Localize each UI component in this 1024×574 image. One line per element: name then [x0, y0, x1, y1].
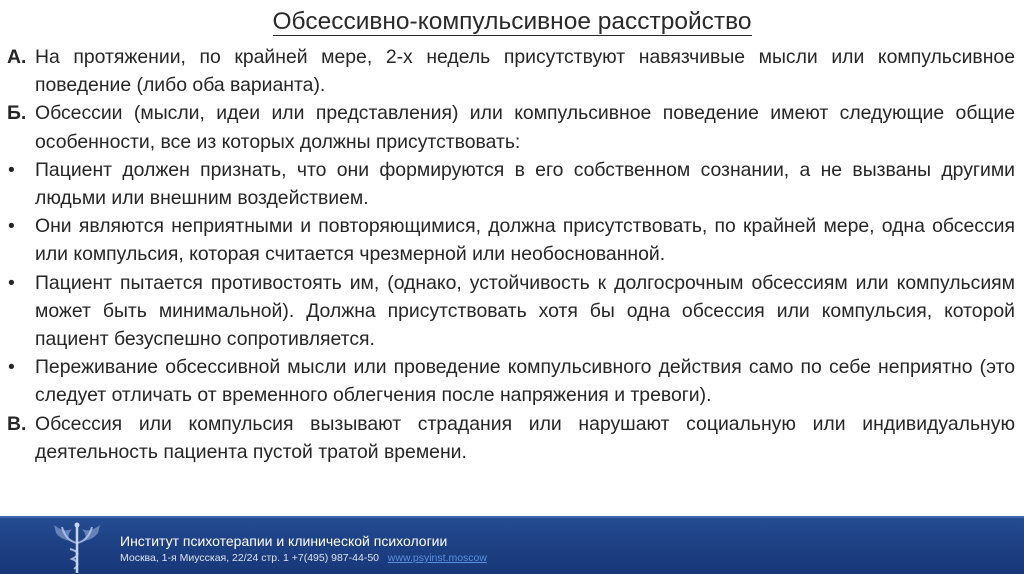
- bullet-text: Пациент должен признать, что они формируются в его собственном сознании, а не вызваны другими людьми или внешним воздействием.: [35, 158, 1015, 210]
- slide-title: [0, 8, 1024, 36]
- slide-title-text: Обсессивно-компульсивное расстройство: [272, 8, 752, 35]
- bullet-text: Переживание обсессивной мысли или проведение компульсивного действия само по себе неприятно (это следует отличать от временного облегчения после напряжения и тревоги).: [35, 356, 1015, 407]
- bullet-text: Они являются неприятными и повторяющимися, должна присутствовать, по крайней мере, одна обсессия или компульсия, которая считается чрезмерной или необоснованной.: [35, 215, 1015, 266]
- criterion-marker: В.: [7, 412, 27, 435]
- bullet-item: [7, 269, 1015, 354]
- criterion-a: [7, 43, 1015, 99]
- criterion-marker: А.: [7, 46, 27, 68]
- slide-content: [7, 43, 1015, 466]
- bullet-item: [7, 353, 1015, 409]
- bullet-text: Пациент пытается противостоять им, (однако, устойчивость к долгосрочным обсессиям или компульсиям может быть минимальной). Должна присутствовать хотя бы одна обсессия или компульсия, которой пациент безуспешно сопротивляется.: [35, 271, 1015, 351]
- criterion-c: [7, 410, 1015, 466]
- bullet-marker: •: [8, 158, 15, 181]
- institute-address: Москва, 1-я Миусская, 22/24 стр. 1 +7(495) 987-44-50: [120, 552, 380, 564]
- bullet-item: [7, 212, 1015, 268]
- criterion-text: Обсессия или компульсия вызывают страдания или нарушают социальную или индивидуальную деятельность пациента пустой тратой времени.: [35, 412, 1015, 463]
- bullet-marker: •: [8, 271, 15, 294]
- footer-bar: [0, 516, 1024, 574]
- bullet-item: [7, 156, 1015, 212]
- criterion-marker: Б.: [7, 102, 27, 125]
- bullet-marker: •: [8, 356, 15, 379]
- criterion-text: На протяжении, по крайней мере, 2-х недель присутствуют навязчивые мысли или компульсивное поведение (либо оба варианта).: [35, 46, 1015, 97]
- institute-contacts: [120, 552, 487, 564]
- institute-name: Институт психотерапии и клинической психологии: [120, 533, 448, 549]
- bullet-marker: •: [8, 215, 15, 238]
- criterion-b: [7, 99, 1015, 155]
- caduceus-psi-logo-icon: [44, 519, 110, 574]
- criterion-text: Обсессии (мысли, идеи или представления) или компульсивное поведение имеют следующие общие особенности, все из которых должны присутствовать:: [35, 102, 1015, 153]
- website-link[interactable]: www.psyinst.moscow: [387, 552, 487, 564]
